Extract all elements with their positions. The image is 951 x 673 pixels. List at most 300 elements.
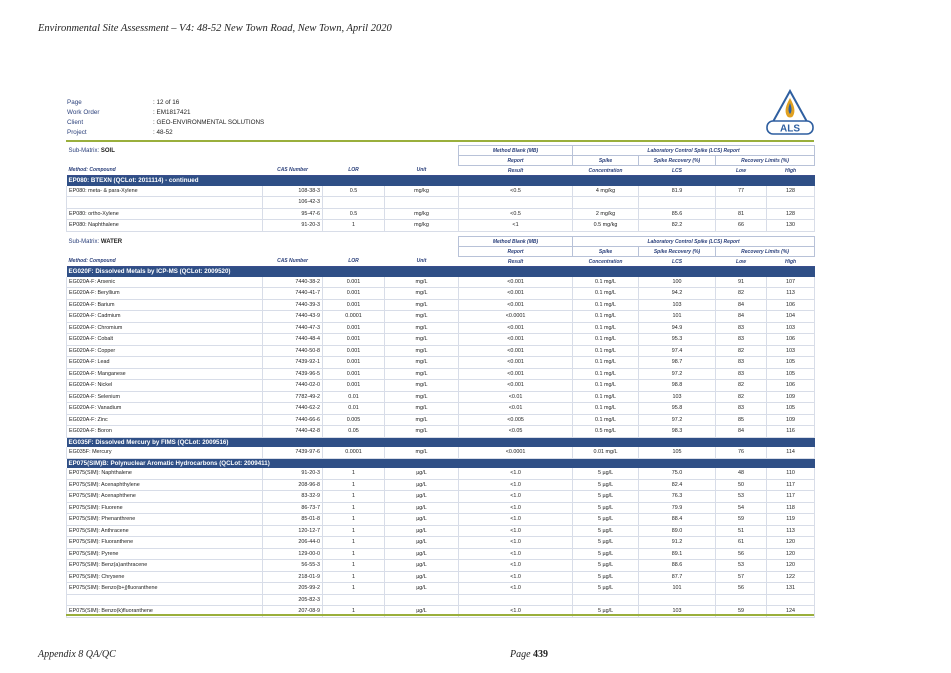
high-cell: 122 xyxy=(767,571,815,583)
unit-cell: mg/kg xyxy=(385,186,459,197)
unit-cell: mg/L xyxy=(385,277,459,288)
table-row xyxy=(67,426,815,438)
col-concentration: Concentration xyxy=(573,166,639,176)
low-cell: 83 xyxy=(716,368,767,380)
lor-cell: 0.01 xyxy=(323,403,385,415)
low-cell: 61 xyxy=(716,537,767,549)
table-row xyxy=(67,594,815,606)
cas-cell: 205-82-3 xyxy=(263,594,323,606)
method-cell: EP080: meta- & para-Xylene xyxy=(67,186,263,197)
cas-cell: 218-01-9 xyxy=(263,571,323,583)
method-cell: EG020A-F: Copper xyxy=(67,345,263,357)
unit-cell: µg/L xyxy=(385,548,459,560)
col-lor: LOR xyxy=(323,257,385,267)
method-blank-heading: Method Blank (MB) xyxy=(459,146,573,156)
lcs-cell: 98.7 xyxy=(639,357,716,369)
lcs-cell: 79.9 xyxy=(639,502,716,514)
table-row xyxy=(67,368,815,380)
lcs-cell: 97.2 xyxy=(639,414,716,426)
concentration-cell: 5 µg/L xyxy=(573,606,639,618)
cas-cell: 7440-62-2 xyxy=(263,403,323,415)
method-cell: EP075(SIM): Benz(a)anthracene xyxy=(67,560,263,572)
method-cell: EP075(SIM): Chrysene xyxy=(67,571,263,583)
lor-cell xyxy=(323,197,385,209)
unit-cell: mg/L xyxy=(385,288,459,300)
lor-cell: 1 xyxy=(323,560,385,572)
meta-row xyxy=(67,118,264,128)
table-row xyxy=(67,186,815,197)
table-row xyxy=(67,583,815,595)
cas-cell: 108-38-3 xyxy=(263,186,323,197)
meta-key: Project xyxy=(67,129,87,136)
low-cell: 59 xyxy=(716,606,767,618)
concentration-cell: 0.5 mg/kg xyxy=(573,220,639,232)
high-cell: 105 xyxy=(767,357,815,369)
concentration-cell: 0.1 mg/L xyxy=(573,322,639,334)
lor-cell: 0.01 xyxy=(323,391,385,403)
method-cell: EG020A-F: Vanadium xyxy=(67,403,263,415)
lcs-cell: 88.4 xyxy=(639,514,716,526)
lcs-cell: 105 xyxy=(639,447,716,458)
meta-value: : EM1817421 xyxy=(153,109,191,116)
high-cell: 119 xyxy=(767,514,815,526)
high-cell: 106 xyxy=(767,299,815,311)
meta-row xyxy=(67,108,264,118)
cas-cell: 208-96-8 xyxy=(263,479,323,491)
high-cell: 109 xyxy=(767,391,815,403)
method-cell: EG020A-F: Beryllium xyxy=(67,288,263,300)
result-cell: <0.001 xyxy=(459,368,573,380)
high-cell: 105 xyxy=(767,368,815,380)
method-cell: EP075(SIM): Fluorene xyxy=(67,502,263,514)
lor-cell: 0.001 xyxy=(323,380,385,392)
high-cell: 131 xyxy=(767,583,815,595)
low-cell xyxy=(716,197,767,209)
lor-cell: 0.001 xyxy=(323,299,385,311)
concentration-cell xyxy=(573,594,639,606)
method-blank-heading: Method Blank (MB) xyxy=(459,237,573,247)
low-cell: 50 xyxy=(716,479,767,491)
lcs-cell: 95.8 xyxy=(639,403,716,415)
method-cell: EG020A-F: Boron xyxy=(67,426,263,438)
method-cell: EG020A-F: Chromium xyxy=(67,322,263,334)
unit-cell xyxy=(385,197,459,209)
high-cell: 120 xyxy=(767,548,815,560)
concentration-cell: 0.1 mg/L xyxy=(573,391,639,403)
result-cell: <0.001 xyxy=(459,288,573,300)
result-cell: <0.001 xyxy=(459,334,573,346)
high-cell: 128 xyxy=(767,186,815,197)
spike-heading: Spike xyxy=(573,156,639,166)
lor-cell: 0.001 xyxy=(323,322,385,334)
table-row xyxy=(67,380,815,392)
result-cell: <0.0001 xyxy=(459,311,573,323)
method-cell: EG020A-F: Zinc xyxy=(67,414,263,426)
lcs-cell: 94.9 xyxy=(639,322,716,334)
result-cell: <1.0 xyxy=(459,583,573,595)
unit-cell: µg/L xyxy=(385,514,459,526)
lor-cell: 1 xyxy=(323,537,385,549)
result-cell: <0.05 xyxy=(459,426,573,438)
cas-cell: 129-00-0 xyxy=(263,548,323,560)
cas-cell: 91-20-3 xyxy=(263,468,323,479)
table-row xyxy=(67,197,815,209)
lor-cell: 0.001 xyxy=(323,368,385,380)
high-cell: 120 xyxy=(767,560,815,572)
table-row xyxy=(67,220,815,232)
result-cell: <1.0 xyxy=(459,571,573,583)
lcs-cell: 97.2 xyxy=(639,368,716,380)
cas-cell: 83-32-9 xyxy=(263,491,323,503)
table-row xyxy=(67,391,815,403)
table-row xyxy=(67,334,815,346)
lcs-cell: 88.6 xyxy=(639,560,716,572)
col-concentration: Concentration xyxy=(573,257,639,267)
lor-cell: 0.5 xyxy=(323,208,385,220)
lcs-cell: 82.2 xyxy=(639,220,716,232)
lor-cell: 1 xyxy=(323,606,385,618)
high-cell: 117 xyxy=(767,479,815,491)
footer-page-label: Page xyxy=(510,649,531,660)
lcs-cell: 103 xyxy=(639,299,716,311)
result-cell: <1.0 xyxy=(459,479,573,491)
recovery-limits-heading: Recovery Limits (%) xyxy=(716,247,815,257)
result-cell: <1.0 xyxy=(459,502,573,514)
lor-cell: 0.005 xyxy=(323,414,385,426)
group-title: EG020F: Dissolved Metals by ICP-MS (QCLot: 2009520) xyxy=(67,267,815,277)
group-header xyxy=(67,458,815,468)
unit-cell: mg/L xyxy=(385,322,459,334)
low-cell: 48 xyxy=(716,468,767,479)
cas-cell: 95-47-6 xyxy=(263,208,323,220)
sub-matrix-label: Sub-Matrix: xyxy=(68,147,100,154)
unit-cell: mg/kg xyxy=(385,208,459,220)
lor-cell: 0.0001 xyxy=(323,311,385,323)
high-cell: 120 xyxy=(767,537,815,549)
result-cell: <1.0 xyxy=(459,548,573,560)
method-cell: EG020A-F: Cadmium xyxy=(67,311,263,323)
method-cell: EG020A-F: Manganese xyxy=(67,368,263,380)
method-cell: EG020A-F: Selenium xyxy=(67,391,263,403)
method-cell: EP080: ortho-Xylene xyxy=(67,208,263,220)
cas-cell: 7440-38-2 xyxy=(263,277,323,288)
low-cell: 83 xyxy=(716,322,767,334)
lor-cell: 1 xyxy=(323,479,385,491)
high-cell: 107 xyxy=(767,277,815,288)
result-cell xyxy=(459,594,573,606)
lcs-cell xyxy=(639,197,716,209)
unit-cell: mg/L xyxy=(385,380,459,392)
high-cell: 128 xyxy=(767,208,815,220)
unit-cell: mg/L xyxy=(385,357,459,369)
recovery-limits-heading: Recovery Limits (%) xyxy=(716,156,815,166)
method-cell: EP075(SIM): Benzo(b+j)fluoranthene xyxy=(67,583,263,595)
high-cell: 114 xyxy=(767,447,815,458)
table-row xyxy=(67,277,815,288)
concentration-cell xyxy=(573,197,639,209)
method-cell xyxy=(67,197,263,209)
cas-cell: 7440-48-4 xyxy=(263,334,323,346)
low-cell: 57 xyxy=(716,571,767,583)
footer-appendix: Appendix 8 QA/QC xyxy=(38,649,116,660)
high-cell: 103 xyxy=(767,322,815,334)
col-method: Method: Compound xyxy=(67,166,263,176)
lcs-cell xyxy=(639,594,716,606)
high-cell: 113 xyxy=(767,288,815,300)
method-cell: EP075(SIM): Phenanthrene xyxy=(67,514,263,526)
high-cell: 106 xyxy=(767,380,815,392)
concentration-cell: 5 µg/L xyxy=(573,537,639,549)
unit-cell: µg/L xyxy=(385,583,459,595)
soil-section xyxy=(66,145,814,232)
lor-cell: 1 xyxy=(323,220,385,232)
high-cell xyxy=(767,594,815,606)
group-header xyxy=(67,176,815,186)
sub-matrix-label: Sub-Matrix: xyxy=(68,238,100,245)
unit-cell: µg/L xyxy=(385,502,459,514)
result-cell: <1.0 xyxy=(459,468,573,479)
concentration-cell: 5 µg/L xyxy=(573,548,639,560)
concentration-cell: 0.1 mg/L xyxy=(573,288,639,300)
col-lcs: LCS xyxy=(639,166,716,176)
lor-cell: 0.001 xyxy=(323,277,385,288)
method-cell: EP080: Naphthalene xyxy=(67,220,263,232)
cas-cell: 7440-42-8 xyxy=(263,426,323,438)
concentration-cell: 5 µg/L xyxy=(573,571,639,583)
table-row xyxy=(67,548,815,560)
cas-cell: 120-12-7 xyxy=(263,525,323,537)
high-cell: 116 xyxy=(767,426,815,438)
concentration-cell: 0.5 mg/L xyxy=(573,426,639,438)
meta-key: Work Order xyxy=(67,109,100,116)
result-cell: <0.001 xyxy=(459,345,573,357)
cas-cell: 205-99-2 xyxy=(263,583,323,595)
col-unit: Unit xyxy=(385,166,459,176)
lor-cell: 1 xyxy=(323,583,385,595)
high-cell: 130 xyxy=(767,220,815,232)
unit-cell: mg/L xyxy=(385,403,459,415)
lcs-cell: 89.0 xyxy=(639,525,716,537)
col-high: High xyxy=(767,166,815,176)
concentration-cell: 5 µg/L xyxy=(573,583,639,595)
lcs-cell: 94.2 xyxy=(639,288,716,300)
result-cell: <0.001 xyxy=(459,277,573,288)
meta-row xyxy=(67,98,264,108)
unit-cell: mg/L xyxy=(385,334,459,346)
concentration-cell: 0.1 mg/L xyxy=(573,403,639,415)
table-row xyxy=(67,525,815,537)
table-row xyxy=(67,357,815,369)
method-cell: EP075(SIM): Naphthalene xyxy=(67,468,263,479)
concentration-cell: 0.1 mg/L xyxy=(573,277,639,288)
unit-cell: mg/L xyxy=(385,391,459,403)
cas-cell: 56-55-3 xyxy=(263,560,323,572)
low-cell: 76 xyxy=(716,447,767,458)
result-cell xyxy=(459,197,573,209)
table-row xyxy=(67,502,815,514)
als-logo xyxy=(764,89,816,137)
lcs-cell: 101 xyxy=(639,583,716,595)
result-cell: <0.01 xyxy=(459,403,573,415)
result-cell: <0.001 xyxy=(459,299,573,311)
sub-matrix-value: SOIL xyxy=(100,147,115,154)
table-row xyxy=(67,537,815,549)
concentration-cell: 0.1 mg/L xyxy=(573,380,639,392)
col-method: Method: Compound xyxy=(67,257,263,267)
cas-cell: 7440-39-3 xyxy=(263,299,323,311)
concentration-cell: 0.01 mg/L xyxy=(573,447,639,458)
cas-cell: 7440-02-0 xyxy=(263,380,323,392)
unit-cell: mg/L xyxy=(385,447,459,458)
lor-cell: 0.5 xyxy=(323,186,385,197)
table-row xyxy=(67,479,815,491)
low-cell: 82 xyxy=(716,391,767,403)
concentration-cell: 2 mg/kg xyxy=(573,208,639,220)
group-header xyxy=(67,267,815,277)
concentration-cell: 5 µg/L xyxy=(573,514,639,526)
lcs-cell: 98.8 xyxy=(639,380,716,392)
concentration-cell: 0.1 mg/L xyxy=(573,414,639,426)
unit-cell: µg/L xyxy=(385,571,459,583)
concentration-cell: 4 mg/kg xyxy=(573,186,639,197)
col-lcs: LCS xyxy=(639,257,716,267)
low-cell: 54 xyxy=(716,502,767,514)
sub-matrix-value: WATER xyxy=(100,238,123,245)
water-section xyxy=(66,236,814,618)
cas-cell: 7440-47-3 xyxy=(263,322,323,334)
lcs-cell: 81.9 xyxy=(639,186,716,197)
result-cell: <0.001 xyxy=(459,380,573,392)
col-lor: LOR xyxy=(323,166,385,176)
unit-cell: µg/L xyxy=(385,606,459,618)
unit-cell: µg/L xyxy=(385,560,459,572)
lcs-cell: 101 xyxy=(639,311,716,323)
lor-cell: 0.001 xyxy=(323,345,385,357)
lcs-cell: 75.0 xyxy=(639,468,716,479)
low-cell xyxy=(716,594,767,606)
high-cell: 118 xyxy=(767,502,815,514)
report-heading: Report xyxy=(459,247,573,257)
low-cell: 82 xyxy=(716,380,767,392)
unit-cell: µg/L xyxy=(385,479,459,491)
cas-cell: 7440-41-7 xyxy=(263,288,323,300)
concentration-cell: 5 µg/L xyxy=(573,525,639,537)
meta-key: Page xyxy=(67,99,82,106)
method-cell: EP075(SIM): Benzo(k)fluoranthene xyxy=(67,606,263,618)
bottom-rule xyxy=(66,614,814,616)
concentration-cell: 5 µg/L xyxy=(573,502,639,514)
low-cell: 59 xyxy=(716,514,767,526)
report-meta xyxy=(67,98,264,138)
unit-cell: µg/L xyxy=(385,491,459,503)
cas-cell: 106-42-3 xyxy=(263,197,323,209)
lor-cell xyxy=(323,594,385,606)
table-row xyxy=(67,403,815,415)
lor-cell: 1 xyxy=(323,468,385,479)
result-cell: <1 xyxy=(459,220,573,232)
high-cell: 109 xyxy=(767,414,815,426)
low-cell: 82 xyxy=(716,288,767,300)
spike-recovery-heading: Spike Recovery (%) xyxy=(639,247,716,257)
col-unit: Unit xyxy=(385,257,459,267)
col-cas: CAS Number xyxy=(263,257,323,267)
lor-cell: 0.0001 xyxy=(323,447,385,458)
cas-cell: 91-20-3 xyxy=(263,220,323,232)
unit-cell: mg/L xyxy=(385,426,459,438)
high-cell: 113 xyxy=(767,525,815,537)
unit-cell: mg/kg xyxy=(385,220,459,232)
low-cell: 53 xyxy=(716,560,767,572)
lor-cell: 1 xyxy=(323,571,385,583)
col-result: Result xyxy=(459,257,573,267)
result-cell: <0.0001 xyxy=(459,447,573,458)
table-row xyxy=(67,447,815,458)
meta-value: : 12 of 16 xyxy=(153,99,180,106)
table-row xyxy=(67,208,815,220)
method-cell: EP075(SIM): Fluoranthene xyxy=(67,537,263,549)
result-cell: <0.001 xyxy=(459,357,573,369)
cas-cell: 7782-49-2 xyxy=(263,391,323,403)
high-cell xyxy=(767,197,815,209)
meta-value: : GEO-ENVIRONMENTAL SOLUTIONS xyxy=(153,119,265,126)
high-cell: 104 xyxy=(767,311,815,323)
unit-cell: µg/L xyxy=(385,468,459,479)
result-cell: <1.0 xyxy=(459,491,573,503)
low-cell: 77 xyxy=(716,186,767,197)
concentration-cell: 0.1 mg/L xyxy=(573,334,639,346)
lor-cell: 0.001 xyxy=(323,334,385,346)
cas-cell: 85-01-8 xyxy=(263,514,323,526)
unit-cell: mg/L xyxy=(385,368,459,380)
result-cell: <1.0 xyxy=(459,606,573,618)
cas-cell: 7440-43-9 xyxy=(263,311,323,323)
group-title: EP075(SIM)B: Polynuclear Aromatic Hydrocarbons (QCLot: 2009411) xyxy=(67,458,815,468)
low-cell: 82 xyxy=(716,345,767,357)
lcs-cell: 100 xyxy=(639,277,716,288)
col-low: Low xyxy=(716,166,767,176)
meta-key: Client xyxy=(67,119,84,126)
method-cell: EG020A-F: Lead xyxy=(67,357,263,369)
meta-row xyxy=(67,128,264,138)
cas-cell: 7439-97-6 xyxy=(263,447,323,458)
method-cell: EP075(SIM): Anthracene xyxy=(67,525,263,537)
method-cell: EP075(SIM): Acenaphthylene xyxy=(67,479,263,491)
lor-cell: 0.05 xyxy=(323,426,385,438)
lcs-cell: 103 xyxy=(639,391,716,403)
cas-cell: 7440-66-6 xyxy=(263,414,323,426)
low-cell: 84 xyxy=(716,426,767,438)
cas-cell: 7439-92-1 xyxy=(263,357,323,369)
lcs-cell: 89.1 xyxy=(639,548,716,560)
table-row xyxy=(67,514,815,526)
low-cell: 83 xyxy=(716,403,767,415)
col-result: Result xyxy=(459,166,573,176)
concentration-cell: 5 µg/L xyxy=(573,468,639,479)
lcs-cell: 97.4 xyxy=(639,345,716,357)
col-low: Low xyxy=(716,257,767,267)
low-cell: 84 xyxy=(716,311,767,323)
result-cell: <0.005 xyxy=(459,414,573,426)
result-cell: <0.01 xyxy=(459,391,573,403)
concentration-cell: 0.1 mg/L xyxy=(573,311,639,323)
lor-cell: 0.001 xyxy=(323,357,385,369)
method-cell: EG020A-F: Arsenic xyxy=(67,277,263,288)
high-cell: 110 xyxy=(767,468,815,479)
concentration-cell: 0.1 mg/L xyxy=(573,357,639,369)
footer-page xyxy=(510,649,548,660)
lcs-cell: 98.3 xyxy=(639,426,716,438)
lcs-cell: 85.6 xyxy=(639,208,716,220)
